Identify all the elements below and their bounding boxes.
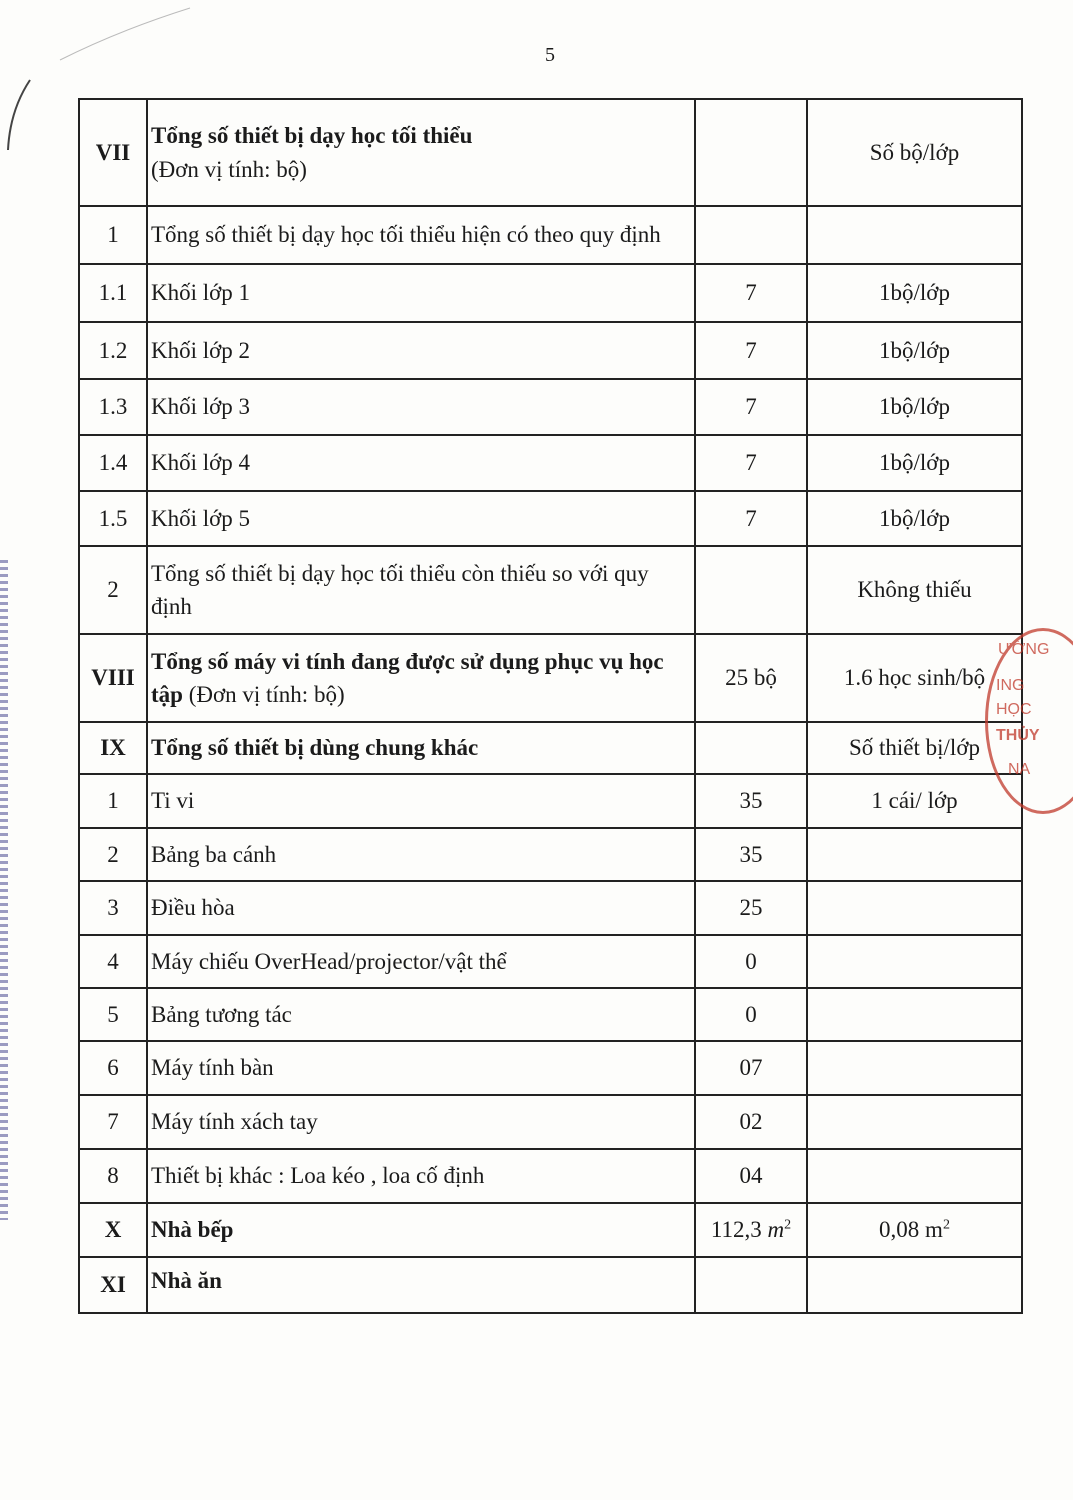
area-per-student-exponent: 2 — [942, 1217, 950, 1233]
row-number: 1.4 — [79, 435, 147, 491]
row-number: 8 — [79, 1149, 147, 1203]
row-unit: 1bộ/lớp — [807, 435, 1022, 491]
row-description: Khối lớp 3 — [147, 379, 695, 435]
row-description: Bảng tương tác — [147, 988, 695, 1041]
table-row — [79, 1095, 1022, 1149]
row-unit: 1bộ/lớp — [807, 322, 1022, 379]
row-description: Khối lớp 2 — [147, 322, 695, 379]
table-row — [79, 1257, 1022, 1313]
row-description: Máy chiếu OverHead/projector/vật thể — [147, 935, 695, 988]
row-unit — [807, 988, 1022, 1041]
row-unit — [807, 935, 1022, 988]
table-row — [79, 935, 1022, 988]
row-value: 0 — [695, 988, 807, 1041]
row-value: 7 — [695, 435, 807, 491]
stamp-text: THỦY — [996, 727, 1040, 744]
table-row — [79, 774, 1022, 828]
area-unit: m — [767, 1217, 785, 1243]
area-unit-exponent: 2 — [784, 1217, 792, 1233]
table-row — [79, 634, 1022, 722]
row-description — [147, 634, 695, 722]
table-row — [79, 828, 1022, 881]
row-description: Máy tính bàn — [147, 1041, 695, 1095]
row-number: 2 — [79, 828, 147, 881]
row-unit — [807, 1203, 1022, 1257]
row-unit: Không thiếu — [807, 546, 1022, 634]
row-description: Thiết bị khác : Loa kéo , loa cố định — [147, 1149, 695, 1203]
stamp-text: HỌC — [996, 701, 1032, 718]
binding-edge-mark — [0, 560, 8, 1220]
row-value — [695, 546, 807, 634]
table-row — [79, 435, 1022, 491]
row-number: X — [79, 1203, 147, 1257]
row-value: 07 — [695, 1041, 807, 1095]
row-description: Tổng số thiết bị dùng chung khác — [147, 722, 695, 774]
row-value — [695, 99, 807, 206]
row-number: 1 — [79, 206, 147, 264]
row-number: VII — [79, 99, 147, 206]
row-unit — [807, 206, 1022, 264]
row-number: 1 — [79, 774, 147, 828]
row-value: 0 — [695, 935, 807, 988]
area-per-student: 0,08 m — [879, 1217, 943, 1243]
table-row — [79, 881, 1022, 935]
table-row — [79, 1149, 1022, 1203]
row-value: 25 bộ — [695, 634, 807, 722]
row-unit: 1 cái/ lớp — [807, 774, 1022, 828]
row-unit: Số thiết bị/lớp — [807, 722, 1022, 774]
row-value — [695, 722, 807, 774]
row-unit: 1bộ/lớp — [807, 379, 1022, 435]
row-value: 35 — [695, 774, 807, 828]
row-value: 25 — [695, 881, 807, 935]
row-value: 02 — [695, 1095, 807, 1149]
stamp-text: ING — [996, 677, 1025, 694]
row-unit: Số bộ/lớp — [807, 99, 1022, 206]
table-row — [79, 491, 1022, 546]
row-value: 7 — [695, 491, 807, 546]
row-number: 1.2 — [79, 322, 147, 379]
row-description: Điều hòa — [147, 881, 695, 935]
row-description: Khối lớp 4 — [147, 435, 695, 491]
stamp-text: NA — [1008, 761, 1031, 778]
row-description: Ti vi — [147, 774, 695, 828]
table-row — [79, 1041, 1022, 1095]
table-row — [79, 99, 1022, 206]
row-unit — [807, 1095, 1022, 1149]
row-description: Máy tính xách tay — [147, 1095, 695, 1149]
table-row — [79, 722, 1022, 774]
row-number: 2 — [79, 546, 147, 634]
table-row — [79, 546, 1022, 634]
row-value: 35 — [695, 828, 807, 881]
row-value: 7 — [695, 264, 807, 322]
row-description — [147, 99, 695, 206]
row-description-unit: (Đơn vị tính: bộ) — [151, 156, 307, 182]
row-number: 5 — [79, 988, 147, 1041]
area-value: 112,3 — [710, 1217, 762, 1243]
row-number: 3 — [79, 881, 147, 935]
row-number: 7 — [79, 1095, 147, 1149]
row-value — [695, 206, 807, 264]
row-description-main: Tổng số máy vi tính đang được sử dụng phục vụ học tập — [151, 648, 664, 707]
row-unit — [807, 1041, 1022, 1095]
row-value — [695, 1257, 807, 1313]
row-number: 4 — [79, 935, 147, 988]
row-number: 1.1 — [79, 264, 147, 322]
row-unit — [807, 1149, 1022, 1203]
row-description-unit: (Đơn vị tính: bộ) — [188, 682, 345, 707]
row-number: VIII — [79, 634, 147, 722]
equipment-table — [78, 98, 1023, 1314]
table-row — [79, 206, 1022, 264]
row-value: 7 — [695, 379, 807, 435]
row-description: Nhà ăn — [147, 1257, 695, 1313]
row-number: XI — [79, 1257, 147, 1313]
row-number: IX — [79, 722, 147, 774]
page-number: 5 — [545, 44, 555, 66]
table-row — [79, 322, 1022, 379]
row-description: Khối lớp 5 — [147, 491, 695, 546]
row-unit — [807, 828, 1022, 881]
row-unit: 1.6 học sinh/bộ — [807, 634, 1022, 722]
row-value: 7 — [695, 322, 807, 379]
row-number: 1.5 — [79, 491, 147, 546]
row-description: Nhà bếp — [147, 1203, 695, 1257]
table-row — [79, 379, 1022, 435]
table-row — [79, 1203, 1022, 1257]
row-value — [695, 1203, 807, 1257]
row-unit — [807, 881, 1022, 935]
row-description: Khối lớp 1 — [147, 264, 695, 322]
row-number: 1.3 — [79, 379, 147, 435]
row-unit: 1bộ/lớp — [807, 491, 1022, 546]
row-unit — [807, 1257, 1022, 1313]
table-row — [79, 988, 1022, 1041]
row-description: Bảng ba cánh — [147, 828, 695, 881]
row-number: 6 — [79, 1041, 147, 1095]
stamp-text: ƯỜNG — [998, 641, 1050, 658]
row-unit: 1bộ/lớp — [807, 264, 1022, 322]
table-row — [79, 264, 1022, 322]
row-description-main: Tổng số thiết bị dạy học tối thiểu — [151, 123, 473, 149]
row-description: Tổng số thiết bị dạy học tối thiểu còn thiếu so với quy định — [147, 546, 695, 634]
row-description: Tổng số thiết bị dạy học tối thiểu hiện có theo quy định — [147, 206, 695, 264]
row-value: 04 — [695, 1149, 807, 1203]
